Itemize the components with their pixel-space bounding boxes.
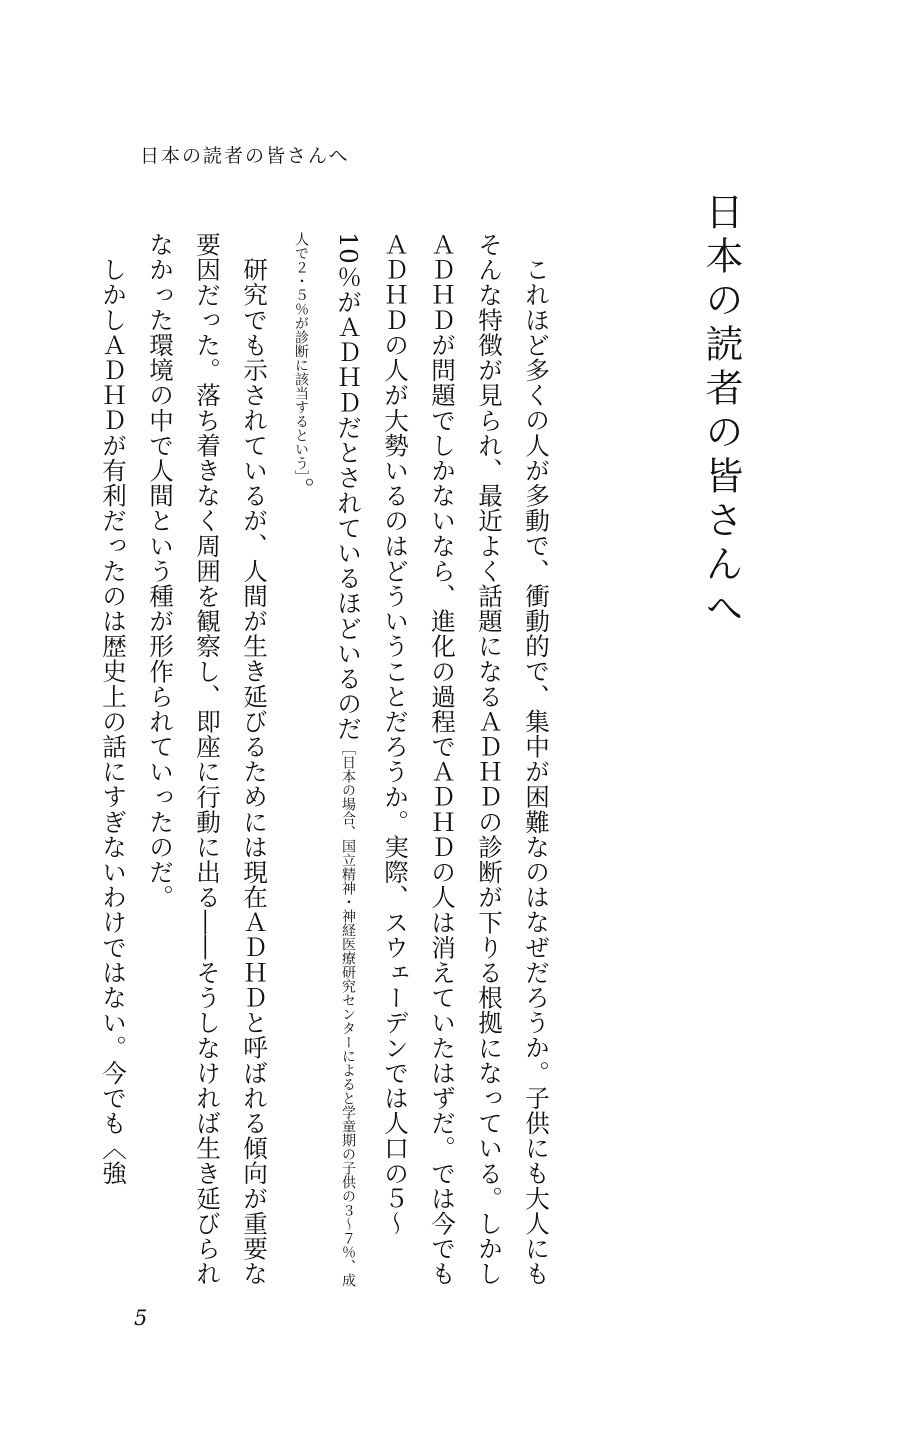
inline-note: ［日本の場合、国立精神・神経医療研究センターによると学童期の子供の３～７％、成人で２・５％が診断に該当するという］ xyxy=(293,232,356,1288)
page-number: 5 xyxy=(134,1306,148,1330)
paragraph-1-text: これほど多くの人が多動で、衝動的で、集中が困難なのはなぜだろうか。子供にも大人にもそんな特徴が見られ、最近よく話題になるＡＤＨＤの診断が下りる根拠になっている。しかしＡＤＨＤが問題でしかないなら、進化の過程でＡＤＨＤの人は消えていたはずだ。では今でもＡＤＨＤの人が大勢いるのはどういうことだろうか。実際、スウェーデンでは人口の５～10％がＡＤＨＤだとされているほどいるのだ xyxy=(334,232,551,1287)
body-text xyxy=(99,232,560,1292)
paragraph-2: 研究でも示されているが、人間が生き延びるためには現在ＡＤＨＤと呼ばれる傾向が重要な要因だった。落ち着きなく周囲を観察し、即座に行動に出る――そうしなければ生き延びられなかった環境の中で人間という種が形作られていったのだ。 xyxy=(146,232,269,1287)
chapter-title: 日本の読者の皆さんへ xyxy=(699,192,743,632)
paragraph-1-end: 。 xyxy=(287,477,316,503)
running-head: 日本の読者の皆さんへ xyxy=(140,145,350,167)
paragraph-1 xyxy=(278,232,560,1292)
paragraph-3: しかしＡＤＨＤが有利だったのは歴史上の話にすぎないわけではない。今でも〈強 xyxy=(99,256,128,1186)
